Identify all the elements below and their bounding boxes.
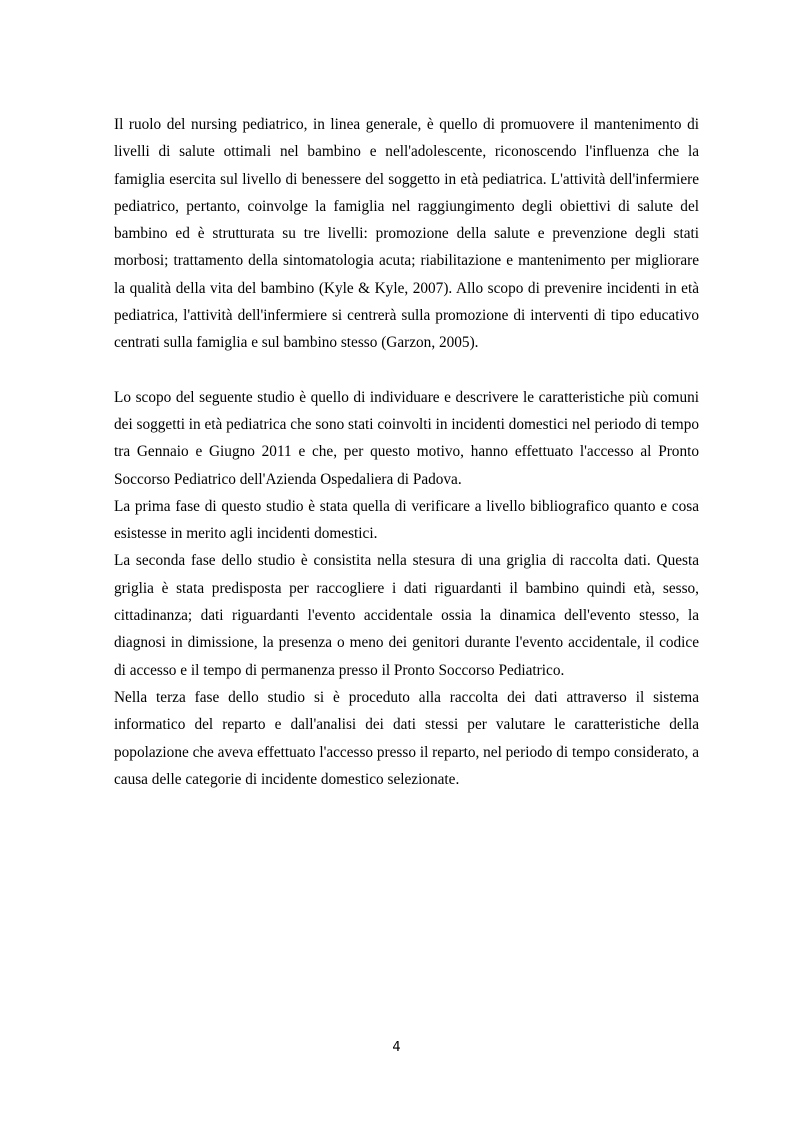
body-text bbox=[114, 111, 699, 793]
paragraph-study-aim: Lo scopo del seguente studio è quello di individuare e descrivere le caratteristiche più comuni dei soggetti in età pediatrica che sono stati coinvolti in incidenti domestici nel periodo di tempo tra Gennaio e Giugno 2011 e che, per questo motivo, hanno effettuato l'accesso al Pronto Soccorso Pediatrico dell'Azienda Ospedaliera di Padova. bbox=[114, 388, 699, 488]
paragraph-third-phase: Nella terza fase dello studio si è proceduto alla raccolta dei dati attraverso il sistema informatico del reparto e dall'analisi dei dati stessi per valutare le caratteristiche della popolazione che aveva effettuato l'accesso presso il reparto, nel periodo di tempo considerato, a causa delle categorie di incidente domestico selezionate. bbox=[114, 688, 699, 788]
paragraph-gap bbox=[114, 357, 699, 384]
paragraph-nursing-role: Il ruolo del nursing pediatrico, in linea generale, è quello di promuovere il mantenimento di livelli di salute ottimali nel bambino e nell'adolescente, riconoscendo l'influenza che la famiglia esercita sul livello di benessere del soggetto in età pediatrica. L'attività dell'infermiere pediatrico, pertanto, coinvolge la famiglia nel raggiungimento degli obiettivi di salute del bambino ed è strutturata su tre livelli: promozione della salute e prevenzione degli stati morbosi; trattamento della sintomatologia acuta; riabilitazione e mantenimento per migliorare la qualità della vita del bambino (Kyle & Kyle, 2007). Allo scopo di prevenire incidenti in età pediatrica, l'attività dell'infermiere si centrerà sulla promozione di interventi di tipo educativo centrati sulla famiglia e sul bambino stesso (Garzon, 2005). bbox=[114, 116, 699, 352]
page-number: 4 bbox=[392, 1040, 401, 1055]
paragraph-second-phase: La seconda fase dello studio è consistita nella stesura di una griglia di raccolta dati. Questa griglia è stata predisposta per raccogliere i dati riguardanti il bambino quindi età, sesso, cittadinanza; dati riguardanti l'evento accidentale ossia la dinamica dell'evento stesso, la diagnosi in dimissione, la presenza o meno dei genitori durante l'evento accidentale, il codice di accesso e il tempo di permanenza presso il Pronto Soccorso Pediatrico. bbox=[114, 552, 699, 679]
paragraph-first-phase: La prima fase di questo studio è stata quella di verificare a livello bibliografico quanto e cosa esistesse in merito agli incidenti domestici. bbox=[114, 497, 699, 543]
